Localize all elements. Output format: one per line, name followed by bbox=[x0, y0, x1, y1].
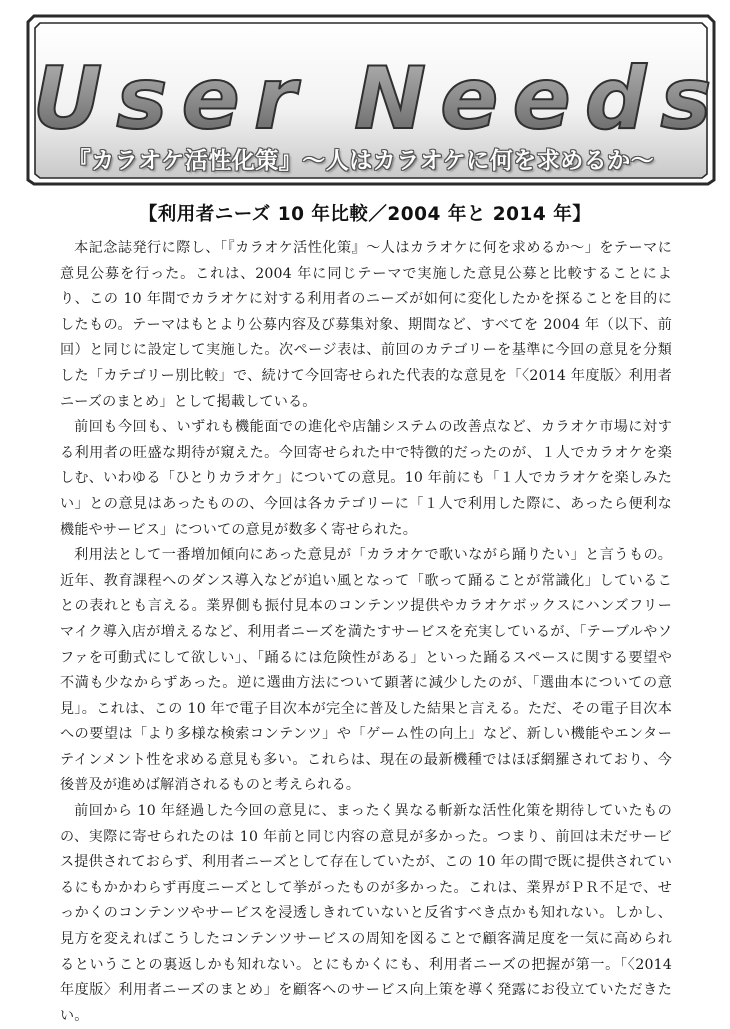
paragraph: 前回から 10 年経過した今回の意見に、まったく異なる斬新な活性化策を期待していたものの、実際に寄せられたのは 10 年前と同じ内容の意見が多かった。つまり、前回は未だサービス提供されておらず、利用者ニーズとして存在していたが、この 10 年の間で既に提供されているにもかかわらず再度ニーズとして挙がったものが多かった。これは、業界がＰＲ不足で、せっかくのコンテンツやサービスを浸透しきれていないと反省すべき点かも知れない。しかし、見方を変えればこうしたコンテンツサービスの周知を図ることで顧客満足度を一気に高められるということの裏返しかも知れない。とにもかくにも、利用者ニーズの把握が第一。「〈2014 年度版〉利用者ニーズのまとめ」を顧客へのサービス向上策を導く発露にお役立ていただきたい。 bbox=[60, 803, 672, 1024]
header-banner bbox=[26, 14, 726, 186]
banner-subtitle: 『カラオケ活性化策』〜人はカラオケに何を求めるか〜 bbox=[67, 148, 655, 174]
banner-title bbox=[32, 44, 726, 149]
paragraph: 本記念誌発行に際し、「『カラオケ活性化策』〜人はカラオケに何を求めるか〜」をテーマに意見公募を行った。これは、2004 年に同じテーマで実施した意見公募と比較することにより、この 10 年間でカラオケに対する利用者のニーズが如何に変化したかを探ることを目的にしたもの。テーマはもとより公募内容及び募集対象、期間など、すべてを 2004 年（以下、前回）と同じに設定して実施した。次ページ表は、前回のカテゴリーを基準に今回の意見を分類した「カテゴリー別比較」で、続けて今回寄せられた代表的な意見を「〈2014 年度版〉利用者ニーズのまとめ」として掲載している。 bbox=[60, 240, 672, 410]
paragraph: 前回も今回も、いずれも機能面での進化や店舗システムの改善点など、カラオケ市場に対する利用者の旺盛な期待が窺えた。今回寄せられた中で特徴的だったのが、１人でカラオケを楽しむ、いわゆる「ひとりカラオケ」についての意見。10 年前にも「１人でカラオケを楽しみたい」との意見はあったものの、今回は各カテゴリーに「１人で利用した際に、あったら便利な機能やサービス」についての意見が数多く寄せられた。 bbox=[60, 419, 672, 538]
article-body bbox=[60, 236, 672, 1029]
section-heading: 【利用者ニーズ 10 年比較／2004 年と 2014 年】 bbox=[138, 204, 592, 225]
banner-title-text: User Needs bbox=[32, 49, 726, 149]
paragraph: 利用法として一番増加傾向にあった意見が「カラオケで歌いながら踊りたい」と言うもの。近年、教育課程へのダンス導入などが追い風となって「歌って踊ることが常識化」していることの表れとも言える。業界側も振付見本のコンテンツ提供やカラオケボックスにハンズフリーマイク導入店が増えるなど、利用者ニーズを満たすサービスを充実しているが、「テーブルやソファを可動式にして欲しい」、「踊るには危険性がある」といった踊るスペースに関する要望や不満も少なからずあった。逆に選曲方法について顕著に減少したのが、「選曲本についての意見」。これは、この 10 年で電子目次本が完全に普及した結果と言える。ただ、その電子目次本への要望は「より多様な検索コンテンツ」や「ゲーム性の向上」など、新しい機能やエンターテインメント性を求める意見も多い。これらは、現在の最新機種ではほぼ網羅されており、今後普及が進めば解消されるものと考えられる。 bbox=[60, 547, 672, 794]
